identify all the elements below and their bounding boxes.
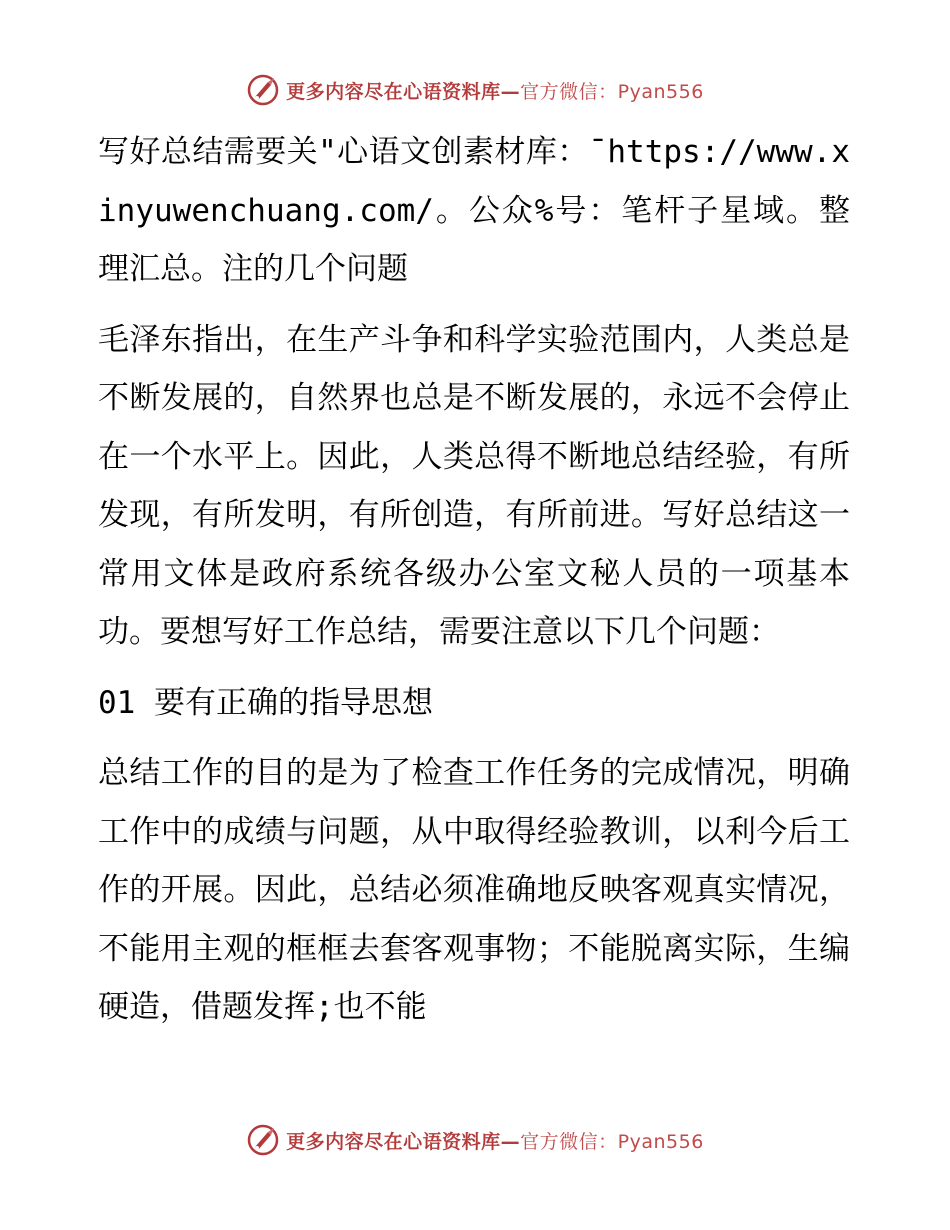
section-heading: 01 要有正确的指导思想 [98,684,433,721]
header-watermark-banner [0,70,950,110]
quill-seal-icon [246,73,280,107]
header-banner-text [286,77,704,104]
title-paragraph: 写好总结需要关"心语文创素材库：¯https://www.xinyuwenchuang.com/。公众%号：笔杆子星域。整理汇总。注的几个问题 [98,134,850,287]
footer-watermark-banner [0,1120,950,1160]
footer-wechat-text: 官方微信：Pyan556 [520,1130,704,1153]
footer-separator: — [500,1130,521,1153]
quill-seal-icon [246,1123,280,1157]
document-body [98,123,850,1049]
header-wechat-text: 官方微信：Pyan556 [520,80,704,103]
header-separator: — [500,80,521,103]
header-source-text: 更多内容尽在心语资料库 [286,80,501,103]
footer-source-text: 更多内容尽在心语资料库 [286,1130,501,1153]
intro-paragraph: 毛泽东指出，在生产斗争和科学实验范围内，人类总是不断发展的，自然界也总是不断发展的，永远不会停止在一个水平上。因此，人类总得不断地总结经验，有所发现，有所发明，有所创造，有所前进。写好总结这一常用文体是政府系统各级办公室文秘人员的一项基本功。要想写好工作总结，需要注意以下几个问题： [98,321,850,650]
footer-banner-text [286,1127,704,1154]
body-paragraph: 总结工作的目的是为了检查工作任务的完成情况，明确工作中的成绩与问题，从中取得经验教训，以利今后工作的开展。因此，总结必须准确地反映客观真实情况，不能用主观的框框去套客观事物；不能脱离实际，生编硬造，借题发挥;也不能 [98,755,850,1025]
